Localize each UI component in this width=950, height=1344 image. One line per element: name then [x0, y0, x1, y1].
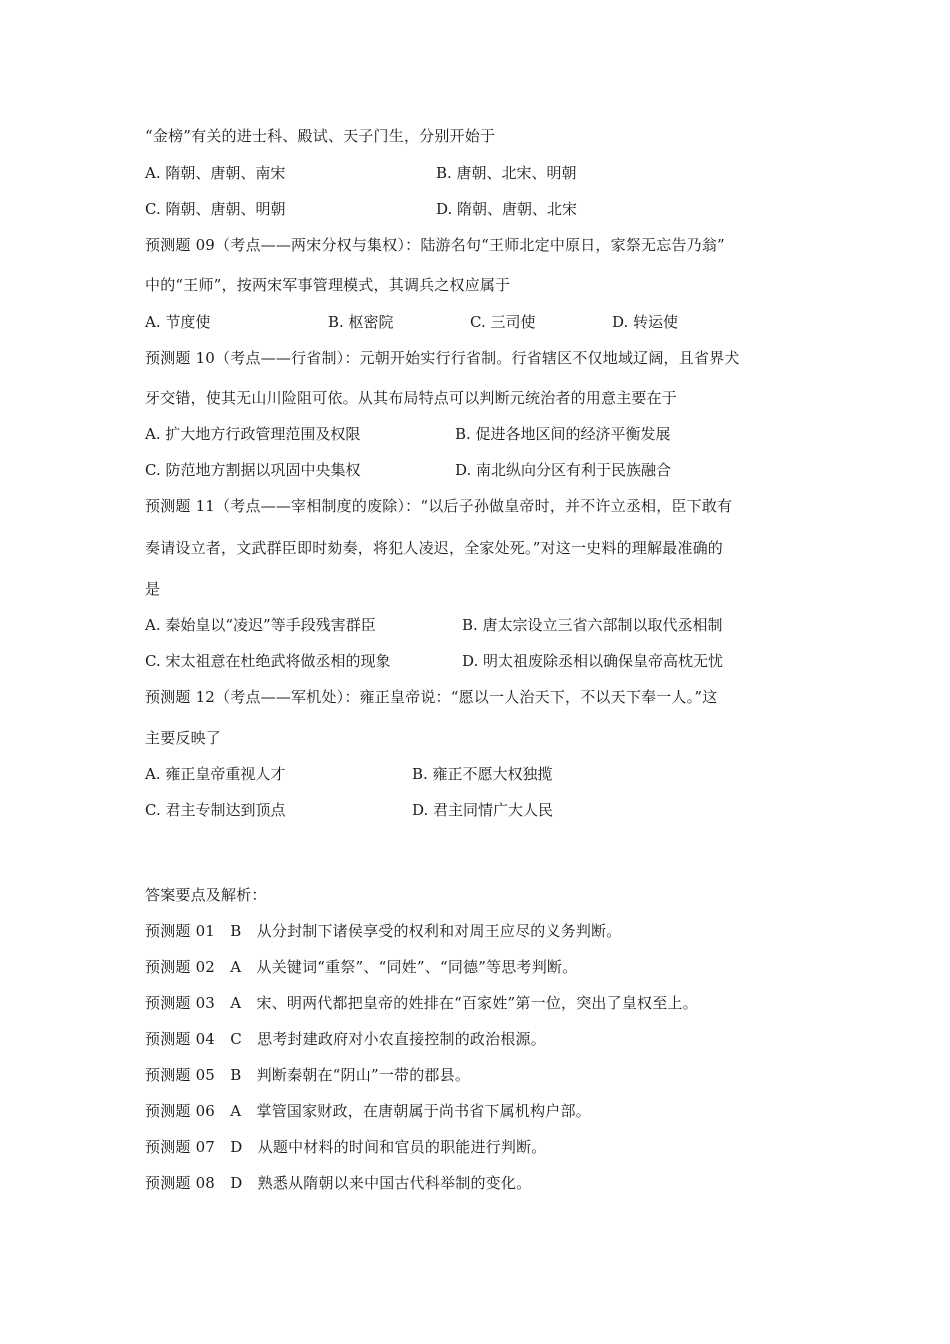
- q09-line-2: 中的“王师”，按两宋军事管理模式，其调兵之权应属于: [145, 276, 511, 294]
- q12-line-2: 主要反映了: [145, 729, 222, 747]
- q10-option-a: A. 扩大地方行政管理范围及权限: [145, 425, 361, 443]
- q11-option-c: C. 宋太祖意在杜绝武将做丞相的现象: [145, 652, 391, 670]
- q11-line-2: 奏请设立者，文武群臣即时劾奏，将犯人凌迟，全家处死。”对这一史料的理解最准确的: [145, 539, 723, 557]
- q12-option-d: D. 君主同情广大人民: [412, 801, 554, 819]
- q12-line-1: 预测题 12（考点——军机处）：雍正皇帝说：“愿以一人治天下，不以天下奉一人。”这: [145, 688, 718, 706]
- q11-option-b: B. 唐太宗设立三省六部制以取代丞相制: [462, 616, 723, 634]
- q12-option-b: B. 雍正不愿大权独揽: [412, 765, 553, 783]
- q09-line-1: 预测题 09（考点——两宋分权与集权）：陆游名句“王师北定中原日，家祭无忘告乃翁”: [145, 236, 725, 254]
- answer-item-02: 预测题 02 A 从关键词“重祭”、“同姓”、“同德”等思考判断。: [145, 958, 578, 976]
- answer-item-08: 预测题 08 D 熟悉从隋朝以来中国古代科举制的变化。: [145, 1174, 532, 1192]
- answer-item-06: 预测题 06 A 掌管国家财政，在唐朝属于尚书省下属机构户部。: [145, 1102, 591, 1120]
- answers-heading: 答案要点及解析：: [145, 886, 267, 904]
- q10-option-d: D. 南北纵向分区有利于民族融合: [455, 461, 672, 479]
- answer-item-05: 预测题 05 B 判断秦朝在“阴山”一带的郡县。: [145, 1066, 471, 1084]
- q11-line-3: 是: [145, 580, 161, 598]
- q11-option-a: A. 秦始皇以“凌迟”等手段残害群臣: [145, 616, 376, 634]
- q10-line-1: 预测题 10（考点——行省制）：元朝开始实行行省制。行省辖区不仅地域辽阔，且省界犬: [145, 349, 740, 367]
- q08-option-d: D. 隋朝、唐朝、北宋: [436, 200, 578, 218]
- q09-option-c: C. 三司使: [470, 313, 536, 331]
- q09-option-b: B. 枢密院: [328, 313, 394, 331]
- q08-option-c: C. 隋朝、唐朝、明朝: [145, 200, 286, 218]
- q09-option-d: D. 转运使: [612, 313, 679, 331]
- q08-option-b: B. 唐朝、北宋、明朝: [436, 164, 577, 182]
- answer-item-03: 预测题 03 A 宋、明两代都把皇帝的姓排在“百家姓”第一位，突出了皇权至上。: [145, 994, 698, 1012]
- q11-line-1: 预测题 11（考点——宰相制度的废除）：“以后子孙做皇帝时，并不许立丞相，臣下敢有: [145, 497, 733, 515]
- q10-line-2: 牙交错，使其无山川险阻可依。从其布局特点可以判断元统治者的用意主要在于: [145, 389, 678, 407]
- q09-option-a: A. 节度使: [145, 313, 211, 331]
- q08-stem: “金榜”有关的进士科、殿试、天子门生，分别开始于: [145, 127, 496, 145]
- answer-item-04: 预测题 04 C 思考封建政府对小农直接控制的政治根源。: [145, 1030, 546, 1048]
- q12-option-c: C. 君主专制达到顶点: [145, 801, 286, 819]
- q12-option-a: A. 雍正皇帝重视人才: [145, 765, 286, 783]
- q08-option-a: A. 隋朝、唐朝、南宋: [145, 164, 286, 182]
- answer-item-07: 预测题 07 D 从题中材料的时间和官员的职能进行判断。: [145, 1138, 547, 1156]
- answer-item-01: 预测题 01 B 从分封制下诸侯享受的权利和对周王应尽的义务判断。: [145, 922, 622, 940]
- q10-option-b: B. 促进各地区间的经济平衡发展: [455, 425, 671, 443]
- q11-option-d: D. 明太祖废除丞相以确保皇帝高枕无忧: [462, 652, 724, 670]
- q10-option-c: C. 防范地方割据以巩固中央集权: [145, 461, 361, 479]
